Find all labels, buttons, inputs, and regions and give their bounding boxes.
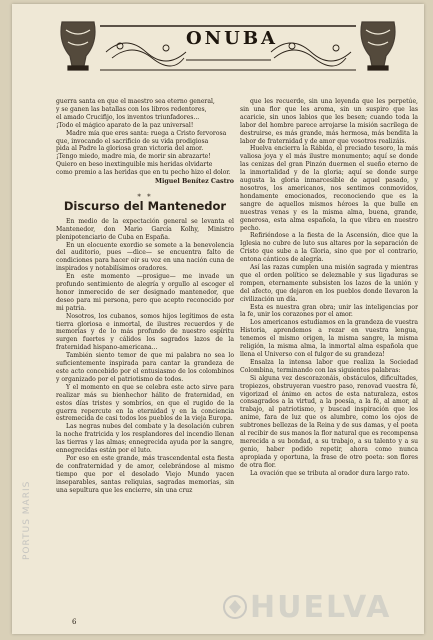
poem-line: pida al Padre la gloriosa gran victoria del amor. — [56, 145, 204, 153]
masthead — [56, 12, 401, 82]
speech-paragraph: Esta es nuestra gran obra; unir las inteligencias por la fe, unir los corazones por el amor. — [240, 303, 418, 319]
speech-paragraph: Las negras nubes del combate y la desolación cubren la noche fratricida y los resplandores del incendio llenan las tierras y las almas; ennegrecida ayuda por la sangre, ennegrecidas están por el luto. — [56, 423, 234, 455]
speech-paragraph: Si alguna vez descorazonáis, obstáculos, dificultades, tropiezos, obstruyeran vuestro paso, renovad vuestra fé, vigorizad el ánimo en actos de esta naturaleza, estos consagrados a la virtud, a la poesía, a la fé, al amor, al trabajo, al patriotismo, y buscad inspiración que los anime, fara de luz que os alumbre, como los ojos de subtrones bellezas de la Reina y de sus damas, y el poeta al recibir de sus manos la flor natural que es recompensa merecida a su bondad, a su trabajo, a su talento y a su genio, haber podido repetir, ahora como nunca apropiada y oportuna, la frase de otro poeta: son flores de otra flor. — [240, 374, 418, 469]
speech-paragraph: Y el momento en que se celebra este acto sirve para realizar más su bienhechor hálito de fraternidad, en estos días tristes y sombríos, en que el rugido de la guerra repercute en la eternidad y en la conciencia estremecida de casi todos los pueblos de la vieja Europa. — [56, 383, 234, 423]
speech-paragraph: En un elocuente exordio se somete a la benevolencia del auditorio, pues —dice— se encuentra falto de condiciones para hacer oir su voz en una nación cuna de inspirados y notabilísimos oradores. — [56, 241, 234, 273]
poem-line: guerra santa en que el maestro sea eterno general, — [56, 98, 215, 105]
poem-line: ¡Tengo miedo, madre mía, de morir sin abrazarte! — [56, 153, 211, 161]
poem-line: ¡Todo el mágico aparato de la paz universal! — [56, 121, 194, 129]
speech-title: Discurso del Mantenedor — [63, 198, 227, 213]
speech-paragraph: En medio de la expectación general se levanta el Mantenedor, don Mario García Kolhy, Ministro plenipotenciario de Cuba en España. — [56, 217, 234, 241]
speech-paragraph: Huelva encierra la Rábida, el preciado tesoro, la más valiosa joya y el más ilustre monumento; aquí se donde las cenizas del gran Pinzón duermen el sueño eterno de la inmortalidad y de la gloria; aquí se donde surge augusta la gloria inmarcesible de aquel pasado, y nosotros, los americanos, nos sentimos conmovidos, hondamente emocionados, reconociendo que es la sangre de aquellos mismos héroes la que bulle en nuestras venas y es la misma alma, buena, grande, generosa, esta alma española, la que vibra en nuestro pecho. — [240, 145, 418, 232]
poem — [56, 98, 234, 177]
speech-paragraph: En este momento —prosigue— me invade un profundo sentimiento de alegría y orgullo al escoger el honor inmerecido de ser designado mantenedor, que deseo para mi persona, pero que acepto reconocido por mi patria. — [56, 273, 234, 312]
poem-line: el amado Crucifijo, los inventos triunfadores... — [56, 113, 200, 121]
speech-paragraph: que les recuerde, sin una leyenda que les perpetúe, sin una flor que les aroma, sin un suspiro que las acaricie, sin unos labios que les besen; cuando toda la labor del hombre parece arrojarse la misión sacrílega de destruirse, es más grande, más hermosa, más bendita la labor de fraternidad y de amor que vosotros realizáis. — [240, 98, 418, 145]
speech-paragraph: Nosotros, los cubanos, somos hijos legítimos de esta tierra gloriosa e inmortal, de ilustres recuerdos y de memorias y de lo más profundo de nuestro espíritu surgen fuertes y cálidos los sagrados lazos de la fraternidad hispano-americana... — [56, 312, 234, 352]
speech-paragraph: Refiriéndose a la fiesta de la Ascensión, dice que la Iglesia no cubre de luto sus altares por la separación de Cristo que sube a la Gloria, sino que por el contrario, entona cánticos de alegría. — [240, 232, 418, 264]
left-urn-icon — [61, 22, 95, 70]
right-urn-icon — [361, 22, 395, 70]
speech-paragraph: También siento temor de que mi palabra no sea lo suficientemente inspirada para cantar la grandeza de este acto concebido por el entusiasmo de los colombinos y organizado por el patriotismo de todos. — [56, 352, 234, 383]
speech-paragraph: Así las razas cumplen una misión sagrada y mientras que el orden político se deleznable y sus ligaduras se rompen, eternamente subsisten los lazos de la unión y del afecto, que dejaron en los pueblos donde llevaron la civilización un día. — [240, 264, 418, 303]
left-column — [56, 98, 234, 495]
poem-line: Quiero en beso inextinguible mis heridas olvidarte — [56, 161, 213, 169]
masthead-title: ONUBA — [186, 28, 279, 49]
poem-line: como premio a las heridas que en tu pecho hizo el dolor. — [56, 169, 231, 177]
speech-paragraph: Por eso en este grande, más trascendental esta fiesta de confraternidad y de amor, celebrándose al mismo tiempo que por el desolado Viejo Mundo yacen inseparables, santas reliquias, sagradas memorias, sin una sepultura que les encierre, sin una cruz — [56, 454, 234, 494]
poem-line: Madre mía que eres santa: ruega a Cristo fervorosa — [66, 129, 227, 137]
newspaper-page — [12, 4, 424, 634]
poem-line: y se ganen las batallas con los libros redentores, — [56, 105, 207, 113]
page-number: 6 — [72, 618, 77, 626]
watermark-side-text: PORTUS MARIS — [22, 480, 32, 560]
speech-paragraph: La ovación que se tributa al orador dura largo rato. — [250, 469, 410, 477]
watermark-logo-icon — [222, 594, 248, 620]
speech-right-text — [240, 98, 418, 478]
speech-paragraph: Ensalza la intensa labor que realiza la Sociedad Colombina, terminando con las siguientes palabras: — [240, 358, 418, 374]
poem-line: que, invocando el sacrificio de su vida prodigiosa — [56, 137, 209, 145]
speech-paragraph: Los americanos estudiamos en la grandeza de vuestra Historia, aprendemos a rezar en vuestra lengua, tenemos el mismo origen, la misma sangre, la misma religión, la misma alma, la inmortal alma española que llena el Universo con el fulgor de su grandeza! — [240, 319, 418, 358]
section-divider: * * — [137, 192, 153, 201]
watermark-text: HUELVA — [250, 590, 392, 625]
speech-left-text — [56, 218, 234, 495]
right-column — [240, 98, 418, 478]
poem-author: Miguel Benítez Castro — [155, 178, 234, 186]
